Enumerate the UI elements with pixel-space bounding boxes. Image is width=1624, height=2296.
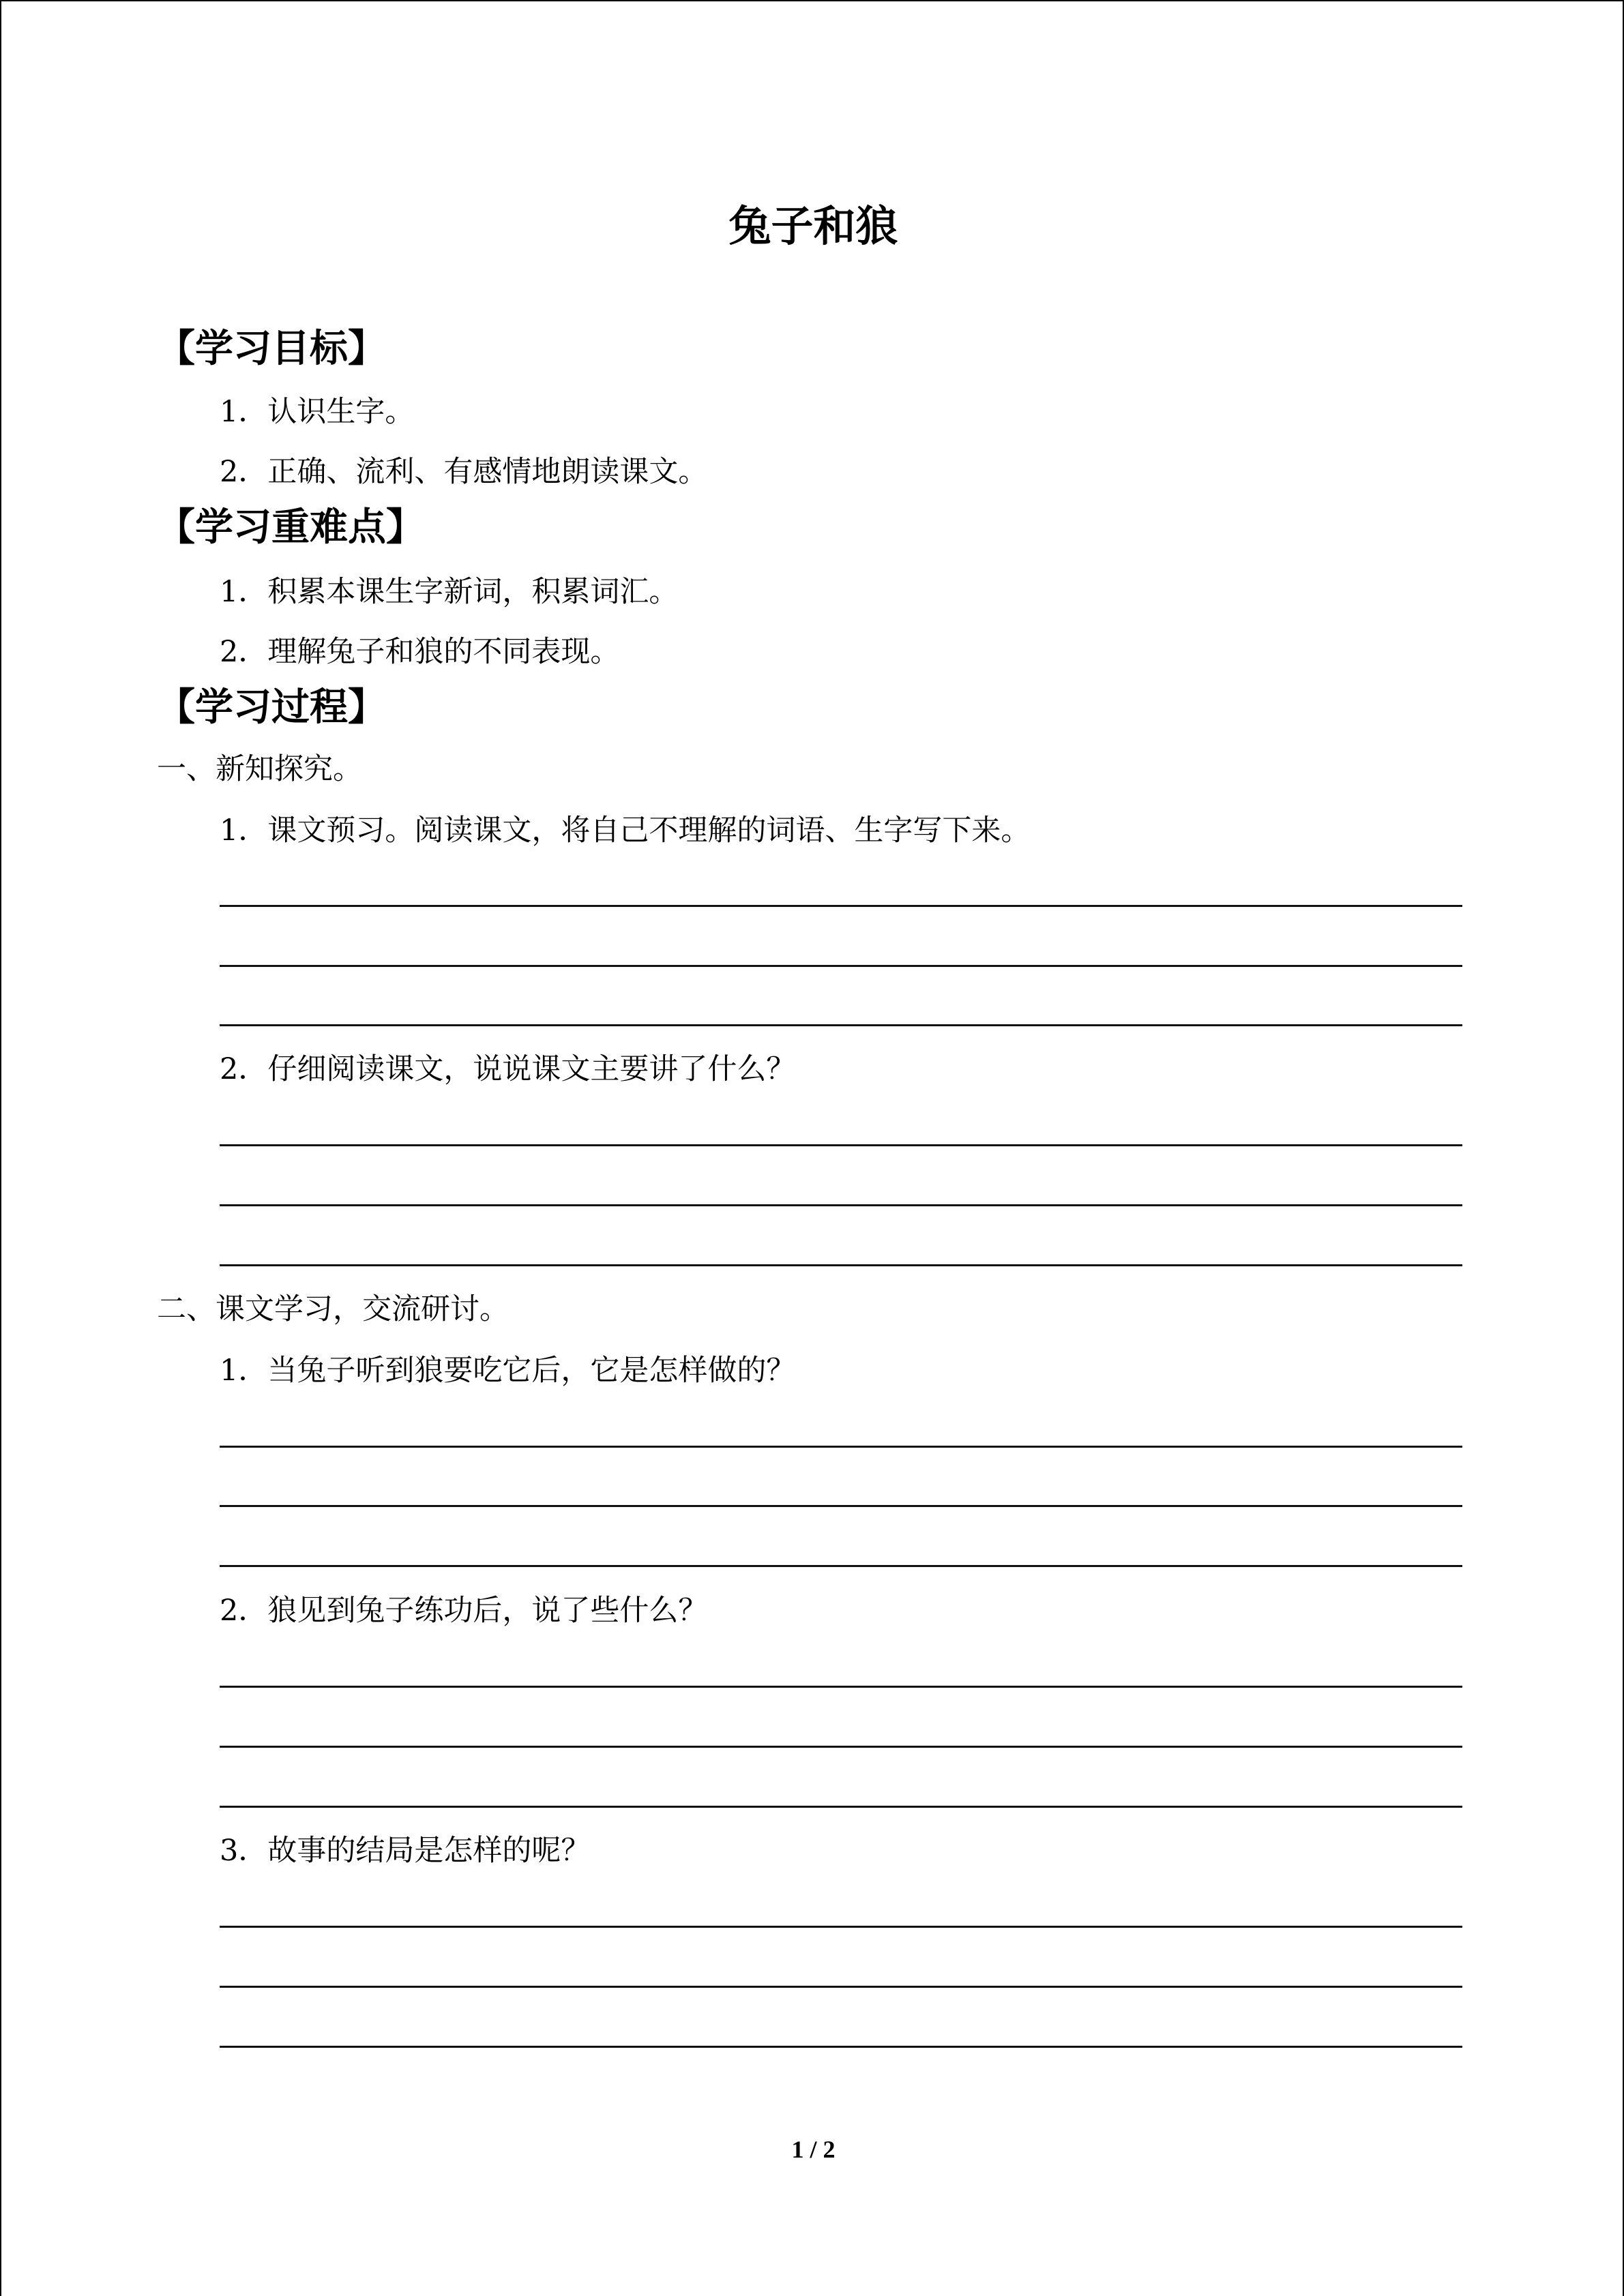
answer-line[interactable] (220, 1926, 1462, 1928)
goal-item-1: 1．认识生字。 (220, 395, 415, 429)
page-title: 兔子和狼 (728, 201, 898, 251)
key-point-item-1: 1．积累本课生字新词，积累词汇。 (220, 575, 679, 609)
part-one-question-1: 1．课文预习。阅读课文，将自己不理解的词语、生字写下来。 (220, 814, 1031, 848)
key-point-item-2: 2．理解兔子和狼的不同表现。 (220, 635, 620, 669)
answer-line[interactable] (220, 1144, 1462, 1146)
answer-line[interactable] (220, 1204, 1462, 1206)
answer-line[interactable] (220, 1505, 1462, 1507)
page-number: 1 / 2 (791, 2136, 836, 2163)
answer-line[interactable] (220, 1565, 1462, 1567)
answer-line[interactable] (220, 1746, 1462, 1748)
part-one-question-2: 2．仔细阅读课文，说说课文主要讲了什么？ (220, 1052, 796, 1086)
answer-line[interactable] (220, 1686, 1462, 1688)
answer-line[interactable] (220, 965, 1462, 967)
key-points-heading: 【学习重难点】 (157, 505, 424, 550)
goal-item-2: 2．正确、流利、有感情地朗读课文。 (220, 455, 708, 489)
part-one-label: 一、新知探究。 (157, 752, 362, 786)
answer-line[interactable] (220, 1024, 1462, 1026)
answer-line[interactable] (220, 1806, 1462, 1808)
answer-line[interactable] (220, 2046, 1462, 2048)
learning-process-heading: 【学习过程】 (157, 685, 386, 730)
answer-line[interactable] (220, 1264, 1462, 1266)
part-two-label: 二、课文学习，交流研讨。 (157, 1292, 509, 1326)
learning-goals-heading: 【学习目标】 (157, 327, 386, 371)
part-two-question-3: 3．故事的结局是怎样的呢？ (220, 1834, 591, 1868)
answer-line[interactable] (220, 1986, 1462, 1988)
part-two-question-2: 2．狼见到兔子练功后，说了些什么？ (220, 1594, 708, 1628)
answer-line[interactable] (220, 905, 1462, 907)
answer-line[interactable] (220, 1446, 1462, 1448)
part-two-question-1: 1．当兔子听到狼要吃它后，它是怎样做的？ (220, 1354, 796, 1388)
